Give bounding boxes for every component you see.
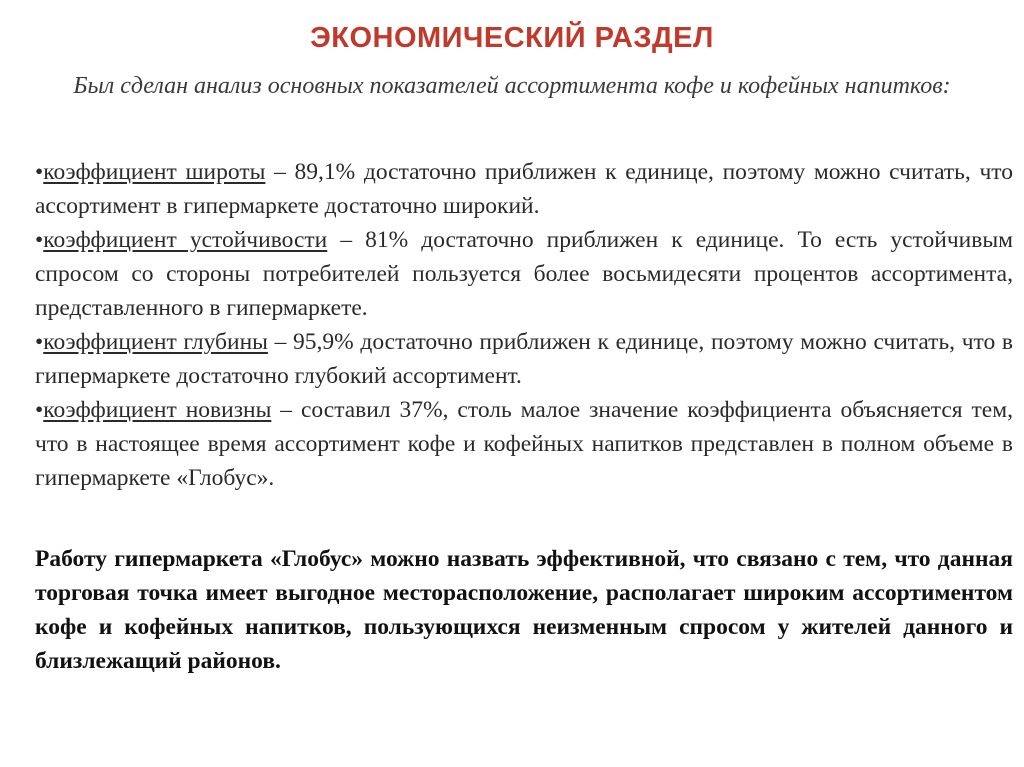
bullet-list: [35, 155, 1013, 495]
bullet-marker: •: [35, 159, 44, 185]
bullet-item-stability: [35, 223, 1013, 325]
bullet-item-width: [35, 155, 1013, 223]
bullet-text: – 81% достаточно приближен к единице. То есть устойчивым спросом со стороны потребителей пользуется более восьмидесяти процентов ассортимента, представленного в гипермаркете.: [35, 227, 1013, 321]
slide-subtitle: Был сделан анализ основных показателей ассортимента кофе и кофейных напитков:: [73, 73, 951, 99]
bullet-term: коэффициент устойчивости: [43, 227, 328, 253]
bullet-term: коэффициент глубины: [43, 329, 268, 355]
bullet-item-depth: [35, 325, 1013, 393]
bullet-term: коэффициент новизны: [43, 397, 272, 423]
bullet-text: – составил 37%, столь малое значение коэффициента объясняется тем, что в настоящее время ассортимент кофе и кофейных напитков представлен в полном объеме в гипермаркете «Глобус».: [35, 397, 1013, 491]
bullet-item-novelty: [35, 393, 1013, 495]
bullet-term: коэффициент широты: [43, 159, 266, 185]
bullet-marker: •: [35, 329, 44, 355]
bullet-marker: •: [35, 397, 44, 423]
conclusion-paragraph: Работу гипермаркета «Глобус» можно назвать эффективной, что связано с тем, что данная торговая точка имеет выгодное месторасположение, располагает широким ассортиментом кофе и кофейных напитков, пользующихся неизменным спросом у жителей данного и близлежащий районов.: [35, 546, 1013, 674]
bullet-text: – 89,1% достаточно приближен к единице, поэтому можно считать, что ассортимент в гипермаркете достаточно широкий.: [35, 159, 1013, 219]
bullet-text: – 95,9% достаточно приближен к единице, поэтому можно считать, что в гипермаркете достаточно глубокий ассортимент.: [35, 329, 1013, 389]
slide-title: ЭКОНОМИЧЕСКИЙ РАЗДЕЛ: [310, 22, 714, 54]
bullet-marker: •: [35, 227, 44, 253]
